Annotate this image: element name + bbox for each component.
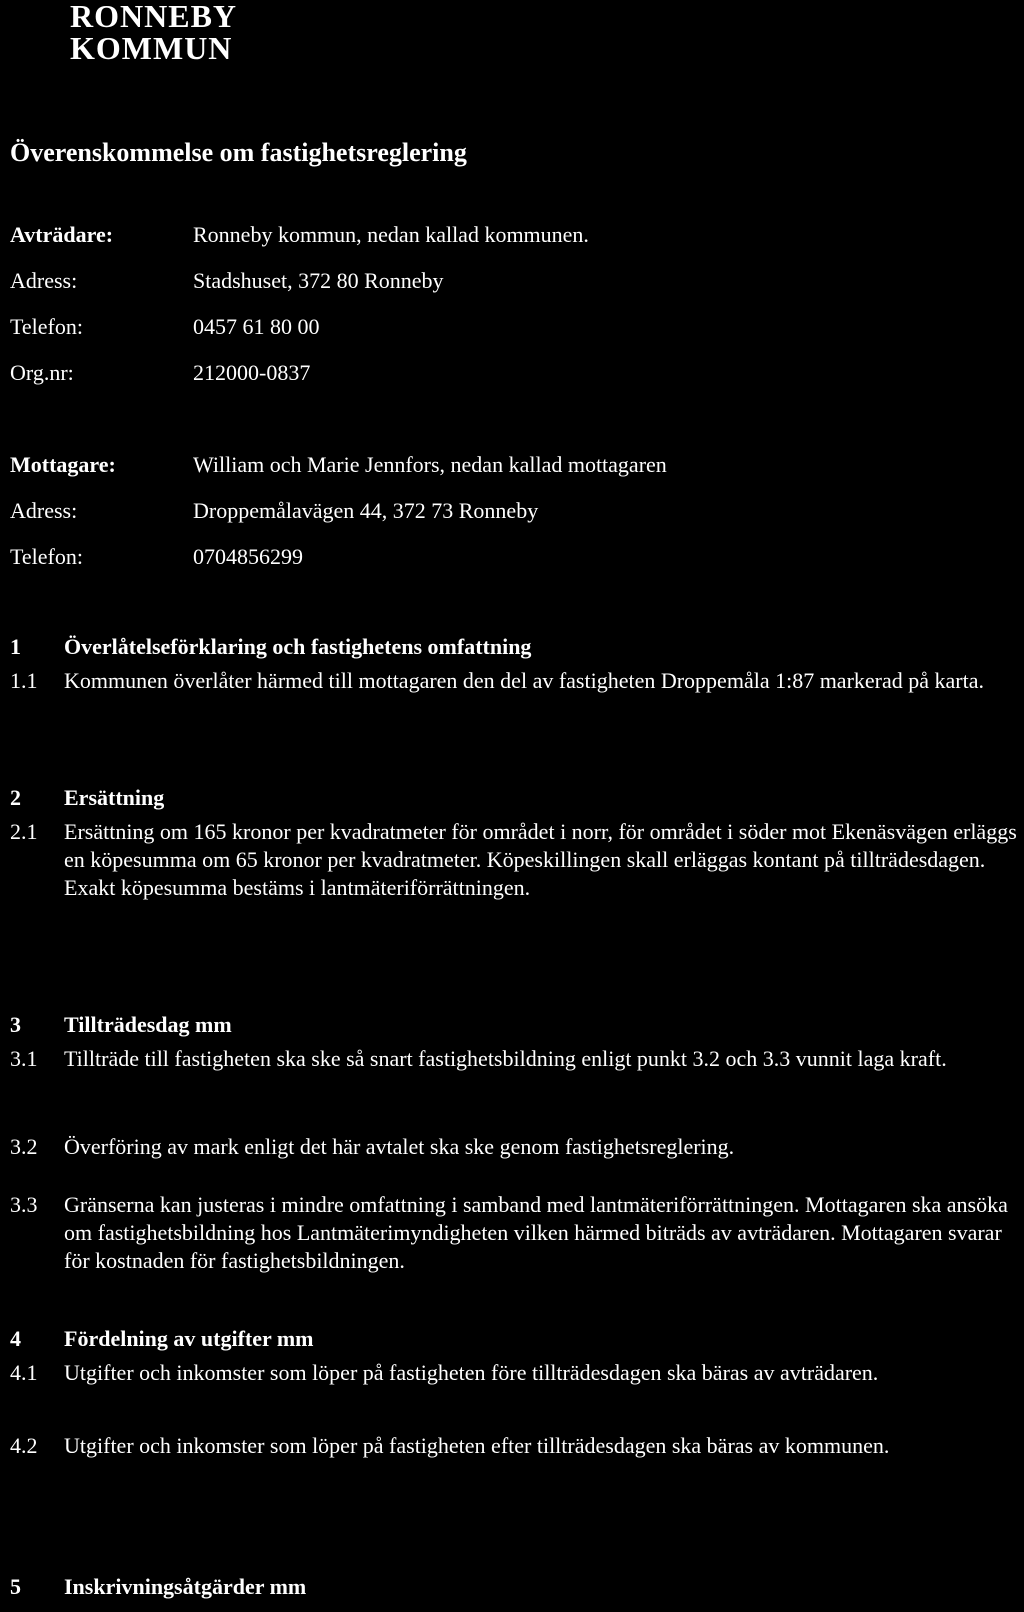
mottagare-address-label: Adress: [10,498,78,523]
avtradare-phone-row [10,314,320,340]
section-number: 1 [10,634,21,659]
mottagare-phone-row [10,544,303,570]
clause-number: 4.2 [10,1433,38,1458]
section-number: 3 [10,1012,21,1037]
mottagare-phone-label: Telefon: [10,544,83,569]
avtradare-orgnr-label: Org.nr: [10,360,74,385]
avtradare-address-value: Stadshuset, 372 80 Ronneby [193,268,444,293]
clause-number: 1.1 [10,668,38,693]
avtradare-phone-value: 0457 61 80 00 [193,314,320,339]
document-title: Överenskommelse om fastighetsreglering [10,138,467,167]
clause-text: Överföring av mark enligt det här avtalet ska ske genom fastighetsreglering. [64,1134,735,1159]
clause-3-2 [10,1133,1020,1161]
mottagare-phone-value: 0704856299 [193,544,303,569]
clause-4-1 [10,1359,1020,1387]
avtradare-address-label: Adress: [10,268,78,293]
mottagare-label: Mottagare: [10,452,116,477]
avtradare-phone-label: Telefon: [10,314,83,339]
avtradare-value: Ronneby kommun, nedan kallad kommunen. [193,222,589,247]
municipality-logo [70,0,237,64]
section-4-heading [10,1326,314,1352]
clause-text: Kommunen överlåter härmed till mottagaren den del av fastigheten Droppemåla 1:87 markerad på karta. [64,668,984,693]
clause-3-3 [10,1191,1020,1275]
clause-number: 3.3 [10,1192,38,1217]
clause-4-2 [10,1432,1020,1460]
mottagare-value: William och Marie Jennfors, nedan kallad mottagaren [193,452,667,477]
mottagare-row [10,452,667,478]
section-1-heading [10,634,531,660]
avtradare-row [10,222,589,248]
avtradare-label: Avträdare: [10,222,114,247]
section-3-heading [10,1012,232,1038]
section-title: Tillträdesdag mm [64,1012,232,1037]
section-number: 4 [10,1326,21,1351]
section-number: 2 [10,785,21,810]
avtradare-orgnr-row [10,360,310,386]
section-number: 5 [10,1574,21,1599]
clause-2-1 [10,818,1020,902]
section-title: Fördelning av utgifter mm [64,1326,314,1351]
clause-text: Utgifter och inkomster som löper på fastigheten före tillträdesdagen ska bäras av avträdaren. [64,1360,879,1385]
clause-number: 3.2 [10,1134,38,1159]
section-title: Inskrivningsåtgärder mm [64,1574,307,1599]
section-title: Överlåtelseförklaring och fastighetens omfattning [64,634,532,659]
clause-number: 3.1 [10,1046,38,1071]
clause-3-1 [10,1045,1020,1073]
clause-number: 4.1 [10,1360,38,1385]
logo-line-2: KOMMUN [70,30,233,66]
mottagare-address-value: Droppemålavägen 44, 372 73 Ronneby [193,498,539,523]
clause-text: Gränserna kan justeras i mindre omfattning i samband med lantmäteriförrättningen. Mottagaren ska ansöka om fastighetsbildning hos Lantmäterimyndigheten vilken härmed biträds av avträdaren. Mottagaren svarar för kostnaden för fastighetsbildningen. [64,1192,1008,1273]
clause-number: 2.1 [10,819,38,844]
logo-line-1: RONNEBY [70,0,238,34]
section-title: Ersättning [64,785,165,810]
avtradare-orgnr-value: 212000-0837 [193,360,311,385]
section-5-heading [10,1574,306,1600]
section-2-heading [10,785,164,811]
clause-1-1 [10,667,1020,695]
clause-text: Utgifter och inkomster som löper på fastigheten efter tillträdesdagen ska bäras av kommunen. [64,1433,890,1458]
clause-text: Ersättning om 165 kronor per kvadratmeter för området i norr, för området i söder mot Ekenäsvägen erläggs en köpesumma om 65 kronor per kvadratmeter. Köpeskillingen skall erläggas kontant på tillträdesdagen. Exakt köpesumma bestäms i lantmäteriförrättningen. [64,819,1017,900]
clause-text: Tillträde till fastigheten ska ske så snart fastighetsbildning enligt punkt 3.2 och 3.3 vunnit laga kraft. [64,1046,947,1071]
avtradare-address-row [10,268,444,294]
mottagare-address-row [10,498,538,524]
